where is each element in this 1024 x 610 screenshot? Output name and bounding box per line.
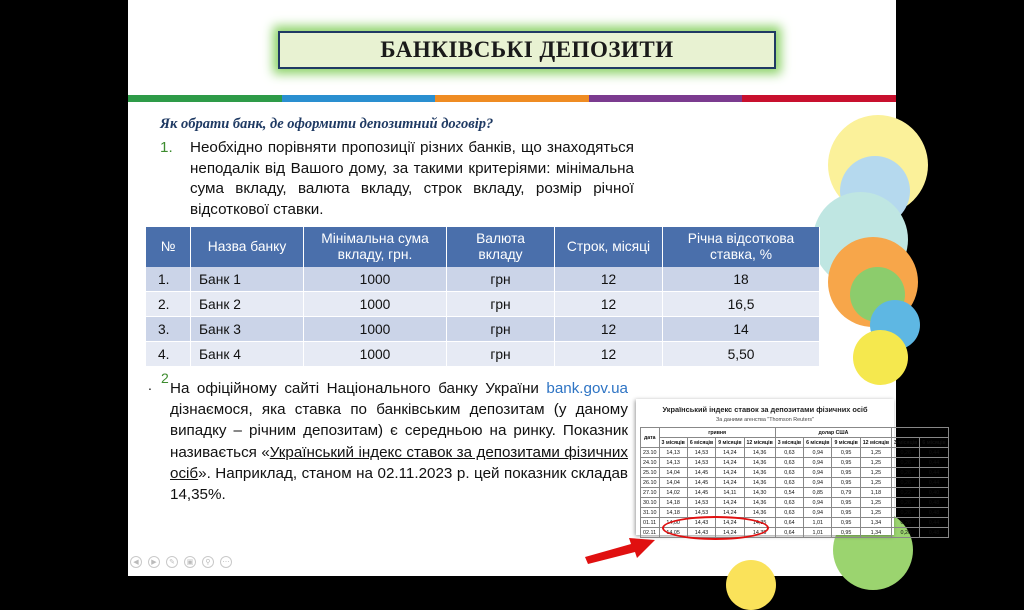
table-row: [641, 458, 949, 468]
point-2-text-b: дізнаємося, яка ставка по банківським депозитам (у даному випадку – річним депозитам) є середньою на ринку. Показник називається «: [170, 401, 628, 461]
rates-date-cell: 23.10: [641, 448, 660, 458]
rates-value-cell: 14,36: [744, 468, 775, 478]
rates-value-cell: 14,13: [659, 448, 687, 458]
rates-value-cell: 0,54: [775, 488, 803, 498]
cell-min-amount: 1000: [304, 292, 447, 317]
color-stripe-bar: [128, 95, 896, 102]
rates-value-cell: 14,04: [659, 468, 687, 478]
stripe-orange: [435, 95, 589, 102]
rates-value-cell: 0,63: [775, 448, 803, 458]
rates-term-header: 12 місяців: [860, 438, 891, 448]
rates-date-header: дата: [641, 428, 660, 448]
rates-date-cell: 31.10: [641, 508, 660, 518]
cell-min-amount: 1000: [304, 317, 447, 342]
rates-date-cell: 24.10: [641, 458, 660, 468]
pen-icon[interactable]: ✎: [166, 556, 178, 568]
rates-value-cell: 0,26: [892, 478, 920, 488]
rates-date-cell: 27.10: [641, 488, 660, 498]
rates-value-cell: 14,02: [659, 488, 687, 498]
rates-value-cell: 14,36: [744, 498, 775, 508]
rates-value-cell: 14,24: [716, 508, 744, 518]
index-name: Український індекс ставок за депозитами фізичних осіб: [170, 443, 628, 482]
rates-value-cell: 0,95: [832, 498, 860, 508]
rates-value-cell: 0,48: [920, 498, 948, 508]
point-2-text-a: На офіційному сайті Національного банку України: [170, 380, 547, 397]
header-number: №: [146, 227, 191, 267]
title-banner: [278, 31, 776, 69]
rates-value-cell: 0,26: [892, 528, 920, 538]
stripe-blue: [282, 95, 436, 102]
rates-value-cell: 1,25: [860, 458, 891, 468]
cell-min-amount: 1000: [304, 342, 447, 367]
cell-number: 2.: [146, 292, 191, 317]
rates-date-cell: 01.11: [641, 518, 660, 528]
rates-value-cell: 1,25: [860, 448, 891, 458]
table-row: [641, 498, 949, 508]
cell-term: 12: [555, 267, 663, 292]
rates-value-cell: 14,53: [687, 508, 715, 518]
table-row: [641, 508, 949, 518]
rates-value-cell: 14,24: [716, 478, 744, 488]
rates-value-cell: 0,44: [920, 448, 948, 458]
zoom-icon[interactable]: ⚲: [202, 556, 214, 568]
stripe-green: [128, 95, 282, 102]
rates-value-cell: 0,94: [804, 448, 832, 458]
rates-value-cell: 0,95: [832, 468, 860, 478]
cell-term: 12: [555, 317, 663, 342]
cell-bank-name: Банк 1: [191, 267, 304, 292]
more-options-icon[interactable]: ⋯: [220, 556, 232, 568]
rates-value-cell: 14,36: [744, 478, 775, 488]
cell-currency: грн: [447, 292, 555, 317]
rates-term-header: 3 місяців: [659, 438, 687, 448]
rates-value-cell: 14,24: [716, 458, 744, 468]
bank-comparison-table: [146, 227, 820, 367]
prev-slide-icon[interactable]: ◀: [130, 556, 142, 568]
rates-extra-header: [892, 428, 949, 438]
rates-value-cell: 0,26: [892, 498, 920, 508]
rates-value-cell: 0,94: [804, 458, 832, 468]
rates-value-cell: 14,53: [687, 448, 715, 458]
table-row: [641, 468, 949, 478]
rates-term-header: 12 місяців: [744, 438, 775, 448]
header-bank-name: Назва банку: [191, 227, 304, 267]
report-subtitle: За даними агенства "Thomson Reuters": [715, 417, 815, 423]
rates-value-cell: 14,00: [659, 518, 687, 528]
cell-currency: грн: [447, 317, 555, 342]
rates-value-cell: 0,64: [775, 518, 803, 528]
rates-value-cell: 14,18: [659, 498, 687, 508]
rates-uah-header: гривня: [659, 428, 775, 438]
cell-rate: 5,50: [663, 342, 820, 367]
table-row: [146, 317, 820, 342]
rates-value-cell: 14,43: [687, 528, 715, 538]
rates-usd-header: долар США: [775, 428, 891, 438]
red-arrow-icon: [583, 531, 658, 563]
rates-value-cell: 1,34: [860, 528, 891, 538]
table-row: [146, 292, 820, 317]
rates-value-cell: 0,64: [775, 528, 803, 538]
report-title: Український індекс ставок за депозитами фізичних осіб: [662, 405, 868, 414]
rates-value-cell: 0,26: [892, 468, 920, 478]
point-1-number: 1.: [160, 139, 173, 156]
rates-term-header: 9 місяців: [832, 438, 860, 448]
rates-value-cell: 0,40: [920, 488, 948, 498]
slides-icon[interactable]: ▣: [184, 556, 196, 568]
rates-value-cell: 0,79: [832, 488, 860, 498]
rates-value-cell: 1,25: [860, 478, 891, 488]
question-heading: Як обрати банк, де оформити депозитний договір?: [160, 116, 494, 132]
slide: [128, 0, 946, 576]
rates-value-cell: 0,44: [920, 458, 948, 468]
point-2-dot: .: [148, 377, 152, 393]
rates-value-cell: 14,24: [716, 448, 744, 458]
rates-value-cell: 14,53: [687, 458, 715, 468]
point-1-text: Необхідно порівняти пропозиції різних банків, що знаходяться неподалік від Вашого дому, за такими критеріями: мінімальна сума вкладу, валюта вкладу, строк вкладу, розмір річної відсоткової ставки.: [190, 139, 634, 218]
table-row: [641, 488, 949, 498]
rates-date-cell: 25.10: [641, 468, 660, 478]
highlight-ellipse: [662, 516, 769, 540]
rates-value-cell: 1,01: [804, 518, 832, 528]
rates-value-cell: 0,63: [775, 498, 803, 508]
rates-value-cell: 0,95: [832, 508, 860, 518]
rates-value-cell: 0,48: [920, 508, 948, 518]
rates-terms-row: [641, 438, 949, 448]
cell-number: 3.: [146, 317, 191, 342]
rates-value-cell: 0,95: [832, 448, 860, 458]
cell-currency: грн: [447, 342, 555, 367]
rates-value-cell: 14,43: [687, 518, 715, 528]
rates-value-cell: 14,45: [687, 478, 715, 488]
header-term: Строк, місяці: [555, 227, 663, 267]
rates-value-cell: 0,48: [920, 528, 948, 538]
header-rate: Річна відсоткова ставка, %: [663, 227, 820, 267]
rates-value-cell: 0,26: [892, 518, 920, 528]
rates-value-cell: 0,63: [775, 508, 803, 518]
cell-term: 12: [555, 342, 663, 367]
rates-value-cell: 14,30: [744, 488, 775, 498]
stripe-red: [742, 95, 896, 102]
rates-value-cell: 1,25: [860, 508, 891, 518]
rates-value-cell: 0,44: [920, 468, 948, 478]
rates-value-cell: 0,94: [804, 468, 832, 478]
rates-value-cell: 1,01: [804, 528, 832, 538]
decor-circle-yellow-bottom: [726, 560, 776, 610]
header-currency: Валюта вкладу: [447, 227, 555, 267]
rates-date-cell: 26.10: [641, 478, 660, 488]
rates-value-cell: 14,24: [716, 498, 744, 508]
rates-term-header: 3 місяців: [775, 438, 803, 448]
cell-term: 12: [555, 292, 663, 317]
rates-value-cell: 14,45: [687, 468, 715, 478]
rates-value-cell: 0,85: [804, 488, 832, 498]
rates-value-cell: 0,44: [920, 478, 948, 488]
rates-value-cell: 0,94: [804, 508, 832, 518]
rates-value-cell: 14,53: [687, 498, 715, 508]
cell-number: 4.: [146, 342, 191, 367]
rates-value-cell: 14,45: [687, 488, 715, 498]
deposit-index-screenshot: [636, 399, 946, 536]
rates-value-cell: 14,05: [659, 528, 687, 538]
rates-value-cell: 0,94: [804, 498, 832, 508]
rates-value-cell: 0,22: [892, 488, 920, 498]
rates-value-cell: 0,95: [832, 458, 860, 468]
cell-number: 1.: [146, 267, 191, 292]
cell-bank-name: Банк 2: [191, 292, 304, 317]
rates-value-cell: 14,11: [716, 488, 744, 498]
cell-bank-name: Банк 4: [191, 342, 304, 367]
point-2-text: [170, 378, 628, 505]
point-2-text-c: ». Наприклад, станом на 02.11.2023 р. цей показник складав 14,35%.: [170, 464, 628, 504]
rates-term-header: 6 місяців: [920, 438, 948, 448]
rates-date-cell: 30.10: [641, 498, 660, 508]
table-row: [641, 448, 949, 458]
decor-circle-yellow-mid: [853, 330, 908, 385]
nbu-website-link[interactable]: bank.gov.ua: [546, 380, 628, 397]
table-header-row: [146, 227, 820, 267]
rates-value-cell: 14,13: [659, 458, 687, 468]
rates-value-cell: 0,26: [892, 458, 920, 468]
rates-term-header: 6 місяців: [687, 438, 715, 448]
rates-value-cell: 0,26: [892, 508, 920, 518]
rates-value-cell: 0,63: [775, 478, 803, 488]
table-row: [146, 267, 820, 292]
rates-term-header: 9 місяців: [716, 438, 744, 448]
rates-term-header: 3 місяців: [892, 438, 920, 448]
rates-value-cell: 1,25: [860, 468, 891, 478]
rates-value-cell: 0,63: [775, 458, 803, 468]
cell-rate: 18: [663, 267, 820, 292]
rates-value-cell: 14,18: [659, 508, 687, 518]
cell-rate: 16,5: [663, 292, 820, 317]
rates-value-cell: 14,35: [744, 518, 775, 528]
rates-value-cell: 14,24: [716, 528, 744, 538]
rates-date-cell: 02.11: [641, 528, 660, 538]
rates-value-cell: 1,25: [860, 498, 891, 508]
rates-value-cell: 0,95: [832, 528, 860, 538]
cell-rate: 14: [663, 317, 820, 342]
point-2-number: 2: [161, 370, 169, 386]
point-1: [160, 138, 634, 220]
rates-value-cell: 0,26: [892, 448, 920, 458]
rates-value-cell: 0,95: [832, 518, 860, 528]
rates-value-cell: 0,94: [804, 478, 832, 488]
rates-value-cell: 14,04: [659, 478, 687, 488]
rates-value-cell: 0,63: [775, 468, 803, 478]
rates-value-cell: 14,36: [744, 448, 775, 458]
cell-min-amount: 1000: [304, 267, 447, 292]
rates-term-header: 6 місяців: [804, 438, 832, 448]
rates-value-cell: 0,44: [920, 518, 948, 528]
rates-value-cell: 14,24: [716, 518, 744, 528]
rates-value-cell: 0,95: [832, 478, 860, 488]
rates-value-cell: 14,36: [744, 458, 775, 468]
stripe-purple: [589, 95, 743, 102]
cell-currency: грн: [447, 267, 555, 292]
rates-value-cell: 1,34: [860, 518, 891, 528]
next-slide-icon[interactable]: ▶: [148, 556, 160, 568]
table-row: [641, 478, 949, 488]
rates-value-cell: 14,36: [744, 508, 775, 518]
presentation-toolbar: [130, 556, 232, 568]
rates-value-cell: 14,24: [716, 468, 744, 478]
table-row: [146, 342, 820, 367]
cell-bank-name: Банк 3: [191, 317, 304, 342]
header-min-amount: Мінімальна сума вкладу, грн.: [304, 227, 447, 267]
slide-title: БАНКІВСЬКІ ДЕПОЗИТИ: [380, 37, 674, 62]
rates-value-cell: 14,35: [744, 528, 775, 538]
rates-value-cell: 1,18: [860, 488, 891, 498]
